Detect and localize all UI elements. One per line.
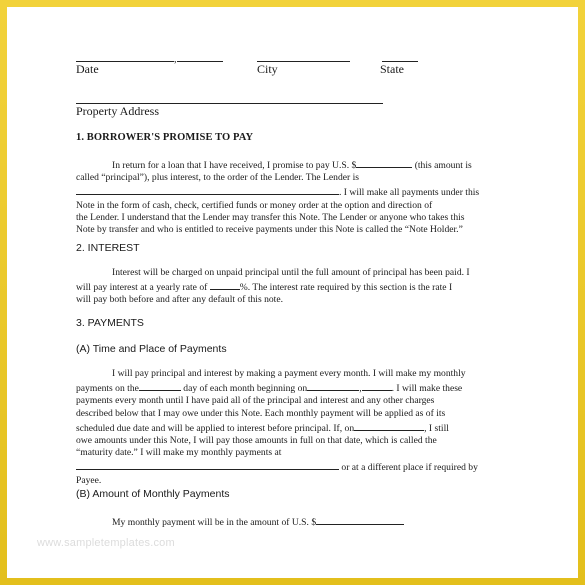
date-year-blank: [177, 51, 223, 62]
section-2-paragraph: [76, 267, 516, 307]
property-address-blank: [76, 93, 383, 104]
s3a-line-4: described below that I may owe under this Note. Each monthly payment will be applied as of its: [76, 407, 446, 419]
s2-line-2: will pay interest at a yearly rate of %. The interest rate required by this section is the rate I: [76, 279, 516, 294]
section-3b-title: (B) Amount of Monthly Payments: [76, 488, 230, 500]
state-blank: [382, 51, 418, 62]
date-label: Date: [76, 62, 99, 76]
property-address-label: Property Address: [76, 104, 159, 118]
section-2-title: 2. INTEREST: [76, 242, 140, 254]
s1-line-4: Note in the form of cash, check, certified funds or money order at the option and direction of: [76, 199, 433, 211]
section-3b-paragraph: [76, 514, 516, 529]
s3b-line-1: My monthly payment will be in the amount of U.S. $: [76, 514, 516, 529]
section-1-title: 1. BORROWER'S PROMISE TO PAY: [76, 132, 254, 143]
state-label: State: [380, 62, 404, 76]
s2-line-3: will pay both before and after any default of this note.: [76, 294, 283, 306]
section-3a-title: (A) Time and Place of Payments: [76, 343, 227, 355]
date-blank: [76, 51, 174, 62]
s3a-line-9: Payee.: [76, 474, 102, 486]
s3a-line-2: payments on the day of each month beginning on , . I will make these: [76, 380, 516, 395]
s3a-line-5: scheduled due date and will be applied to interest before principal. If, on , I still: [76, 420, 516, 435]
lender-name-blank[interactable]: [76, 184, 339, 195]
s3a-line-6: owe amounts under this Note, I will pay those amounts in full on that date, which is called the: [76, 435, 437, 447]
section-3a-paragraph: [76, 368, 516, 487]
s1-line-2: called “principal”), plus interest, to the order of the Lender. The Lender is: [76, 172, 359, 184]
s1-line-5: the Lender. I understand that the Lender may transfer this Note. The Lender or anyone who takes this: [76, 211, 465, 223]
s1-line-6: Note by transfer and who is entitled to receive payments under this Note is called the “Note Holder.”: [76, 224, 463, 236]
s1-line-1: In return for a loan that I have received, I promise to pay U.S. $ (this amount is: [76, 157, 516, 172]
start-year-blank[interactable]: [362, 380, 392, 391]
section-1-paragraph: [76, 157, 516, 236]
city-label: City: [257, 62, 278, 76]
payment-day-blank[interactable]: [139, 380, 181, 391]
principal-amount-blank[interactable]: [356, 157, 412, 168]
s3a-line-8: or at a different place if required by: [76, 459, 516, 474]
start-date-blank[interactable]: [307, 380, 359, 391]
document-page: [7, 7, 578, 578]
interest-rate-blank[interactable]: [210, 279, 240, 290]
s3a-line-7: “maturity date.” I will make my monthly payments at: [76, 447, 282, 459]
payment-address-blank[interactable]: [76, 459, 339, 470]
monthly-payment-blank[interactable]: [316, 514, 404, 525]
city-blank: [257, 51, 350, 62]
date-field[interactable]: ,: [76, 49, 223, 67]
s3a-line-3: payments every month until I have paid all of the principal and interest and any other charges: [76, 395, 435, 407]
section-3-title: 3. PAYMENTS: [76, 317, 144, 329]
watermark: www.sampletemplates.com: [37, 537, 175, 549]
s3a-line-1: I will pay principal and interest by making a payment every month. I will make my monthly: [112, 368, 466, 379]
s2-line-1: Interest will be charged on unpaid principal until the full amount of principal has been paid. I: [112, 267, 470, 278]
s1-line-3: . I will make all payments under this: [76, 184, 516, 199]
maturity-date-blank[interactable]: [354, 420, 424, 431]
